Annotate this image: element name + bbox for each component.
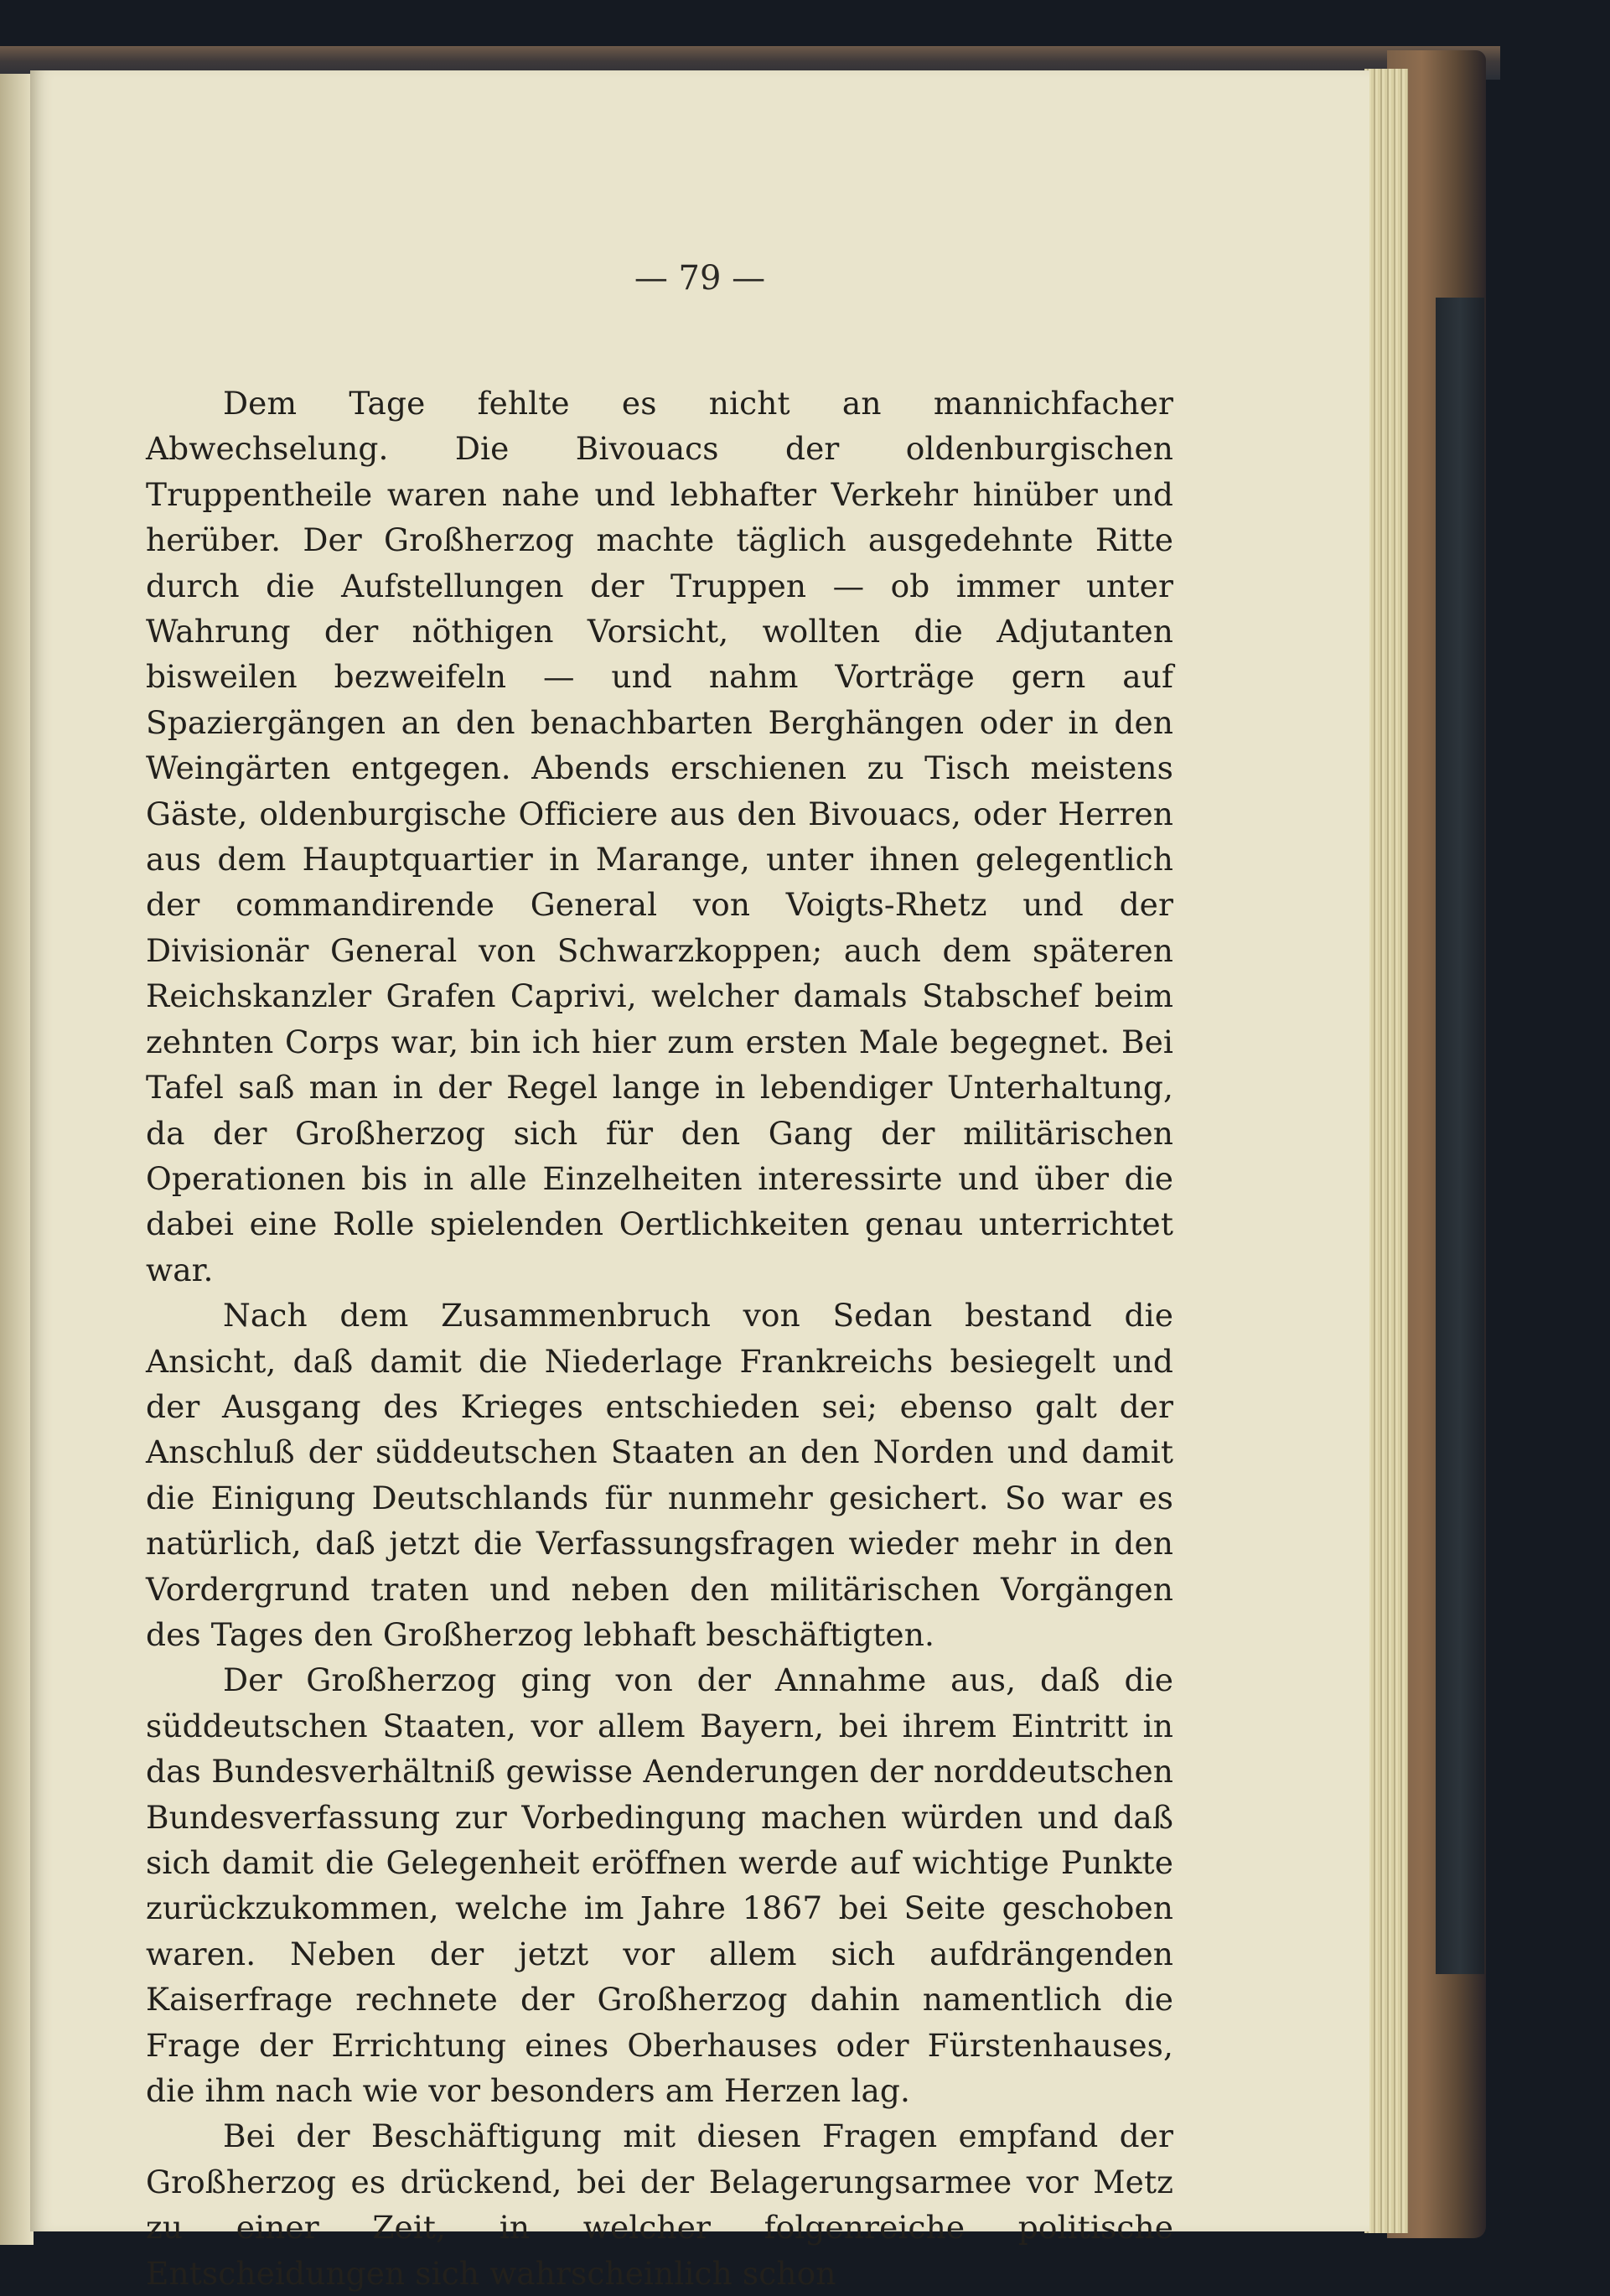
paragraph-2: Nach dem Zusammenbruch von Sedan bestand die Ansicht, daß damit die Niederlage Frankreichs besiegelt und der Ausgang des Krieges entschieden sei; ebenso galt der Anschluß der süddeutschen Staaten an den Norden und damit die Einigung Deutschlands für nunmehr gesichert. So war es natürlich, daß jetzt die Verfassungsfragen wieder mehr in den Vordergrund traten und neben den militärischen Vorgängen des Tages den Großherzog lebhaft beschäftigten. bbox=[146, 1297, 1173, 1653]
book-page bbox=[30, 70, 1369, 2292]
facing-page-edge bbox=[0, 74, 34, 2245]
body-text bbox=[146, 381, 1173, 2296]
paragraph-3: Der Großherzog ging von der Annahme aus, daß die süddeutschen Staaten, vor allem Bayern, bei ihrem Eintritt in das Bundesverhältniß gewisse Aenderungen der norddeutschen Bundesverfassung zur Vorbedingung machen würden und daß sich damit die Gelegenheit eröffnen werde auf wichtige Punkte zurückzukommen, welche im Jahre 1867 bei Seite geschoben waren. Neben der jetzt vor allem sich aufdrängenden Kaiserfrage rechnete der Großherzog dahin namentlich die Frage der Errichtung eines Oberhauses oder Fürstenhauses, die ihm nach wie vor besonders am Herzen lag. bbox=[146, 1661, 1173, 2110]
book-spine-cloth bbox=[1436, 298, 1484, 1974]
page-stack-edges bbox=[1364, 69, 1408, 2233]
paragraph-4: Bei der Beschäftigung mit diesen Fragen empfand der Großherzog es drückend, bei der Belagerungsarmee vor Metz zu einer Zeit, in welcher folgenreiche politische Entscheidungen sich wahrscheinlich schon bbox=[146, 2117, 1173, 2292]
page-number: — 79 — bbox=[634, 259, 766, 298]
paragraph-1: Dem Tage fehlte es nicht an mannichfacher Abwechselung. Die Bivouacs der oldenburgischen Truppentheile waren nahe und lebhafter Verkehr hinüber und herüber. Der Großherzog machte täglich ausgedehnte Ritte durch die Aufstellungen der Truppen — ob immer unter Wahrung der nöthigen Vorsicht, wollten die Adjutanten bisweilen bezweifeln — und nahm Vorträge gern auf Spaziergängen an den benachbarten Berghängen oder in den Weingärten entgegen. Abends erschienen zu Tisch meistens Gäste, oldenburgische Officiere aus den Bivouacs, oder Herren aus dem Hauptquartier in Marange, unter ihnen gelegentlich der commandirende General von Voigts-Rhetz und der Divisionär General von Schwarzkoppen; auch dem späteren Reichskanzler Grafen Caprivi, welcher damals Stabschef beim zehnten Corps war, bin ich hier zum ersten Male begegnet. Bei Tafel saß man in der Regel lange in lebendiger Unterhaltung, da der Großherzog sich für den Gang der militärischen Operationen bis in alle Einzelheiten interessirte und über die dabei eine Rolle spielenden Oertlichkeiten genau unterrichtet war. bbox=[146, 385, 1173, 1288]
